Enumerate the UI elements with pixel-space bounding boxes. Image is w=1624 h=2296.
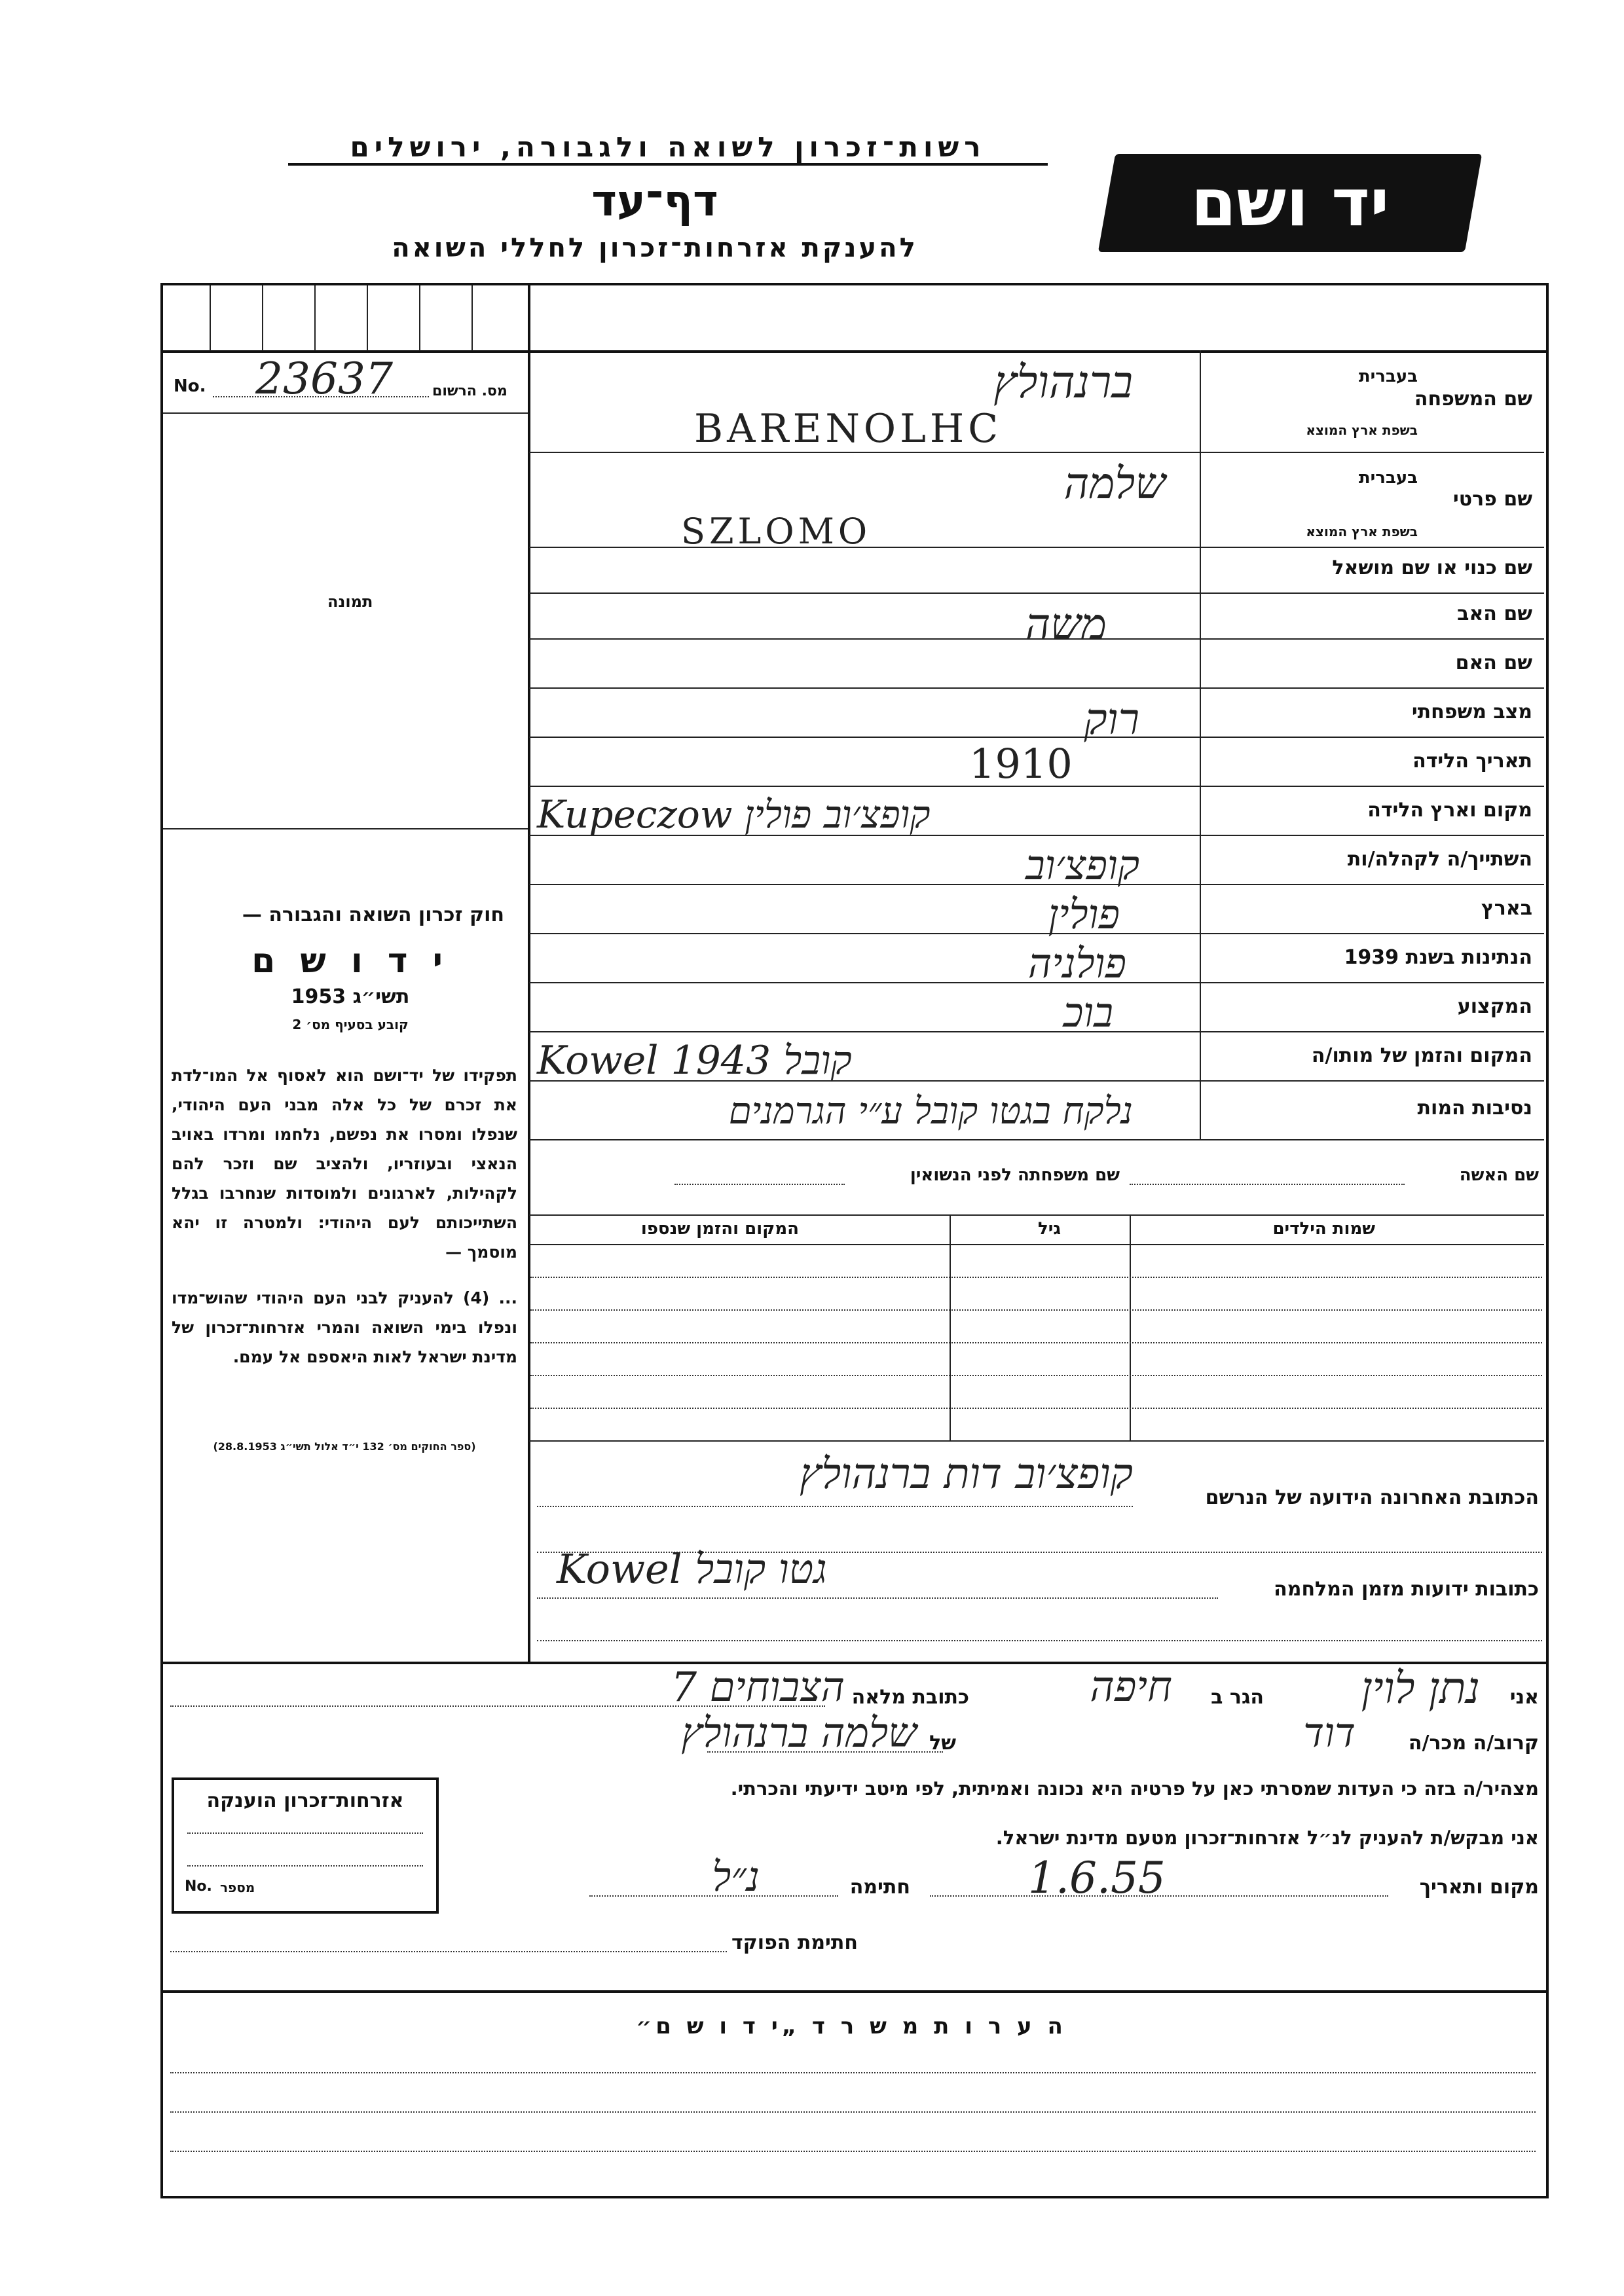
stamp-box (172, 1777, 439, 1914)
org-name: רשות־זכרון לשואה ולגבורה, ירושלים (288, 131, 1048, 166)
reg-no-label: No. (174, 376, 206, 396)
office-notes-title: ה ע ר ו ת מ ש ר ד „י ד ו ש ם״ (636, 2013, 1067, 2039)
line (529, 933, 1544, 934)
value-of-name: שלמה ברנהולץ (681, 1709, 917, 1757)
line (163, 828, 528, 829)
value-pob: Kupeczow קופצ׳וב פולין (537, 792, 931, 837)
value-country: פולין (1048, 890, 1120, 938)
war-address-dots-2 (537, 1640, 1542, 1641)
label-last-address: הכתובת האחרונה הידועה של הנרשם (1205, 1486, 1539, 1509)
label-profession: המקצוע (1457, 995, 1532, 1018)
label-children: שמות הילדים (1272, 1219, 1375, 1239)
yad-vashem-logo (1098, 154, 1482, 252)
value-first-he: שלמה (1063, 458, 1166, 509)
wife-dots (1130, 1184, 1405, 1185)
value-street: הצבוחים 7 (671, 1663, 845, 1711)
value-city: חיפה (1090, 1663, 1172, 1711)
label-nick: שם כנוי או שם מושאל (1332, 556, 1532, 579)
value-family-he: ברנהולץ (993, 357, 1133, 409)
label-dob: תאריך הלידה (1412, 750, 1532, 773)
form-subtitle: להענקת אזרחות־זכרון לחללי השואה (392, 233, 918, 263)
line (529, 1440, 1544, 1442)
value-cause: נלקח בגטו קובל ע״י הגרמנים (728, 1090, 1133, 1133)
child-row (530, 1342, 1542, 1343)
notes-line (170, 2151, 1536, 2152)
logo-text: יד ושם (1190, 164, 1390, 241)
line (367, 285, 368, 351)
line (529, 737, 1544, 738)
value-dob: 1910 (969, 740, 1073, 788)
label-hebrew1: בעברית (1358, 367, 1418, 386)
of-dots (707, 1751, 943, 1753)
stamp-dots (187, 1832, 423, 1834)
label-place-time: המקום והזמן שנספו (640, 1219, 799, 1239)
label-i: אני (1509, 1686, 1539, 1709)
stamp-dots (187, 1865, 423, 1867)
value-community: קופצ׳וב (1025, 841, 1139, 889)
line (419, 285, 420, 351)
line (160, 350, 1546, 353)
line (529, 1244, 1544, 1245)
value-marital: רוק (1084, 694, 1139, 744)
label-mother: שם האם (1455, 651, 1532, 674)
label-of: של (929, 1732, 956, 1755)
label-war-address: כתובות ידועות מזמן המלחמה (1274, 1578, 1539, 1601)
label-place-date: מקום ותאריך (1419, 1876, 1539, 1899)
value-date: 1.6.55 (1028, 1853, 1166, 1903)
line (471, 285, 473, 351)
label-local1: בשפת ארץ המוצא (1306, 422, 1418, 438)
line (529, 687, 1544, 689)
request-text: אני מבקש/ת להעניק לנ״ל אזרחות־זכרון מטעם מדינת ישראל. (995, 1827, 1539, 1849)
form-title: דף־עד (591, 175, 718, 226)
value-last-address: קופצ׳וב דות ברנהולץ (799, 1450, 1133, 1499)
line (314, 285, 316, 351)
child-row (530, 1277, 1542, 1278)
label-cause: נסיבות המות (1417, 1097, 1532, 1120)
stamp-no: No. (185, 1878, 212, 1895)
label-community: השתייך/ה לקהלה/ות (1347, 848, 1532, 871)
label-signature: חתימה (849, 1876, 910, 1899)
line (529, 592, 1544, 594)
notes-line (170, 2111, 1536, 2113)
label-country: בארץ (1481, 897, 1532, 920)
child-row (530, 1309, 1542, 1311)
label-local2: בשפת ארץ המוצא (1306, 524, 1418, 539)
line (1200, 350, 1201, 1139)
stamp-title: אזרחות־זכרון הוענקה (206, 1789, 404, 1812)
line (528, 285, 530, 1662)
label-father: שם האב (1457, 602, 1532, 625)
law-para2: ... (4) להעניק לבני העם היהודי שהוש־מדו ונפלו בימי השואה והמרי אזרחות־זכרון של מדינת ישראל לאות היאספם אל עמם. (172, 1288, 517, 1366)
value-war-address: Kowel גטו קובל (557, 1545, 827, 1593)
value-first-local: SZLOMO (681, 511, 872, 552)
line (529, 1214, 1544, 1216)
label-family: שם המשפחה (1414, 388, 1532, 410)
photo-label: תמונה (327, 592, 373, 611)
line (160, 1662, 1546, 1664)
label-age: גיל (1037, 1219, 1061, 1239)
label-full-address: כתובת מלאה (851, 1686, 969, 1709)
line (529, 452, 1544, 453)
stamp-num: מספר (220, 1880, 255, 1895)
value-family-local: BARENOLHC (694, 406, 1003, 452)
value-declarant-name: נתן לוין (1361, 1663, 1480, 1713)
value-father: משה (1025, 599, 1107, 649)
label-hebrew2: בעברית (1358, 468, 1418, 488)
value-relation: דוד (1303, 1709, 1356, 1757)
value-signature: נ״ל (712, 1853, 760, 1901)
law-name: י ד ו ש ם (251, 941, 449, 981)
line (1130, 1214, 1131, 1440)
line (160, 1990, 1546, 1993)
line (529, 1139, 1544, 1140)
label-death: המקום והזמן של מותו/ה (1311, 1044, 1532, 1067)
line (262, 285, 263, 351)
label-relative: קרוב/ה מכר/ה (1408, 1732, 1539, 1755)
child-row (530, 1375, 1542, 1376)
law-title: חוק זכרון השואה והגבורה — (242, 903, 504, 926)
line (210, 285, 211, 351)
label-wife: שם האשה (1459, 1165, 1539, 1185)
label-pob: מקום וארץ הלידה (1367, 799, 1532, 822)
street-dots (170, 1705, 825, 1707)
line (529, 1031, 1544, 1032)
label-marital: מצב משפחתי (1411, 701, 1532, 723)
maiden-dots (674, 1184, 845, 1185)
law-year: תשי״ג 1953 (291, 985, 410, 1008)
war-address-dots (537, 1597, 1218, 1599)
line (163, 412, 528, 414)
law-clause: קובע בסעיף מס׳ 2 (292, 1017, 409, 1032)
label-maiden: שם משפחתה לפני הנשואין (910, 1165, 1120, 1185)
last-address-dots (537, 1506, 1133, 1507)
officer-dots (170, 1951, 727, 1952)
label-resident: הגר ב (1211, 1686, 1264, 1709)
value-profession: בוכ (1063, 989, 1113, 1036)
label-officer: חתימת הפוקד (731, 1931, 858, 1954)
label-citizenship: הנתינות בשנת 1939 (1344, 946, 1532, 969)
line (950, 1214, 951, 1440)
declaration-text: מצהיר/ה בזה כי העדות שמסרתי כאן על פרטיה היא נכונה ואמיתית, לפי מיטב ידיעתי והכרתי. (730, 1777, 1539, 1800)
value-citizenship: פולניה (1027, 939, 1126, 987)
notes-line (170, 2072, 1536, 2073)
child-row (530, 1408, 1542, 1409)
reg-number: 23637 (255, 354, 393, 404)
reg-label: מס. הרשום (432, 383, 507, 399)
law-ref: (ספר החוקים מס׳ 132 י״ד אלול תשי״ג 28.8.1953) (213, 1440, 476, 1453)
label-first: שם פרטי (1452, 488, 1532, 511)
law-para1: תפקידו של יד־ושם הוא לאסוף אל המו־לדת את זכרם של כל אלה מבני העם היהודי, שנפלו ומסרו את נפשם, נלחמו ומרדו באויב הנאצי ובעוזריו, ולהציב שם וזכר להם לקהילות, לארגונים ולמוסדות שנחרבו בגלל השתייכותם לעם היהודי: ולמטרה זו יהא מוסמך — (172, 1066, 517, 1262)
value-death: Kowel 1943 קובל (537, 1038, 852, 1084)
